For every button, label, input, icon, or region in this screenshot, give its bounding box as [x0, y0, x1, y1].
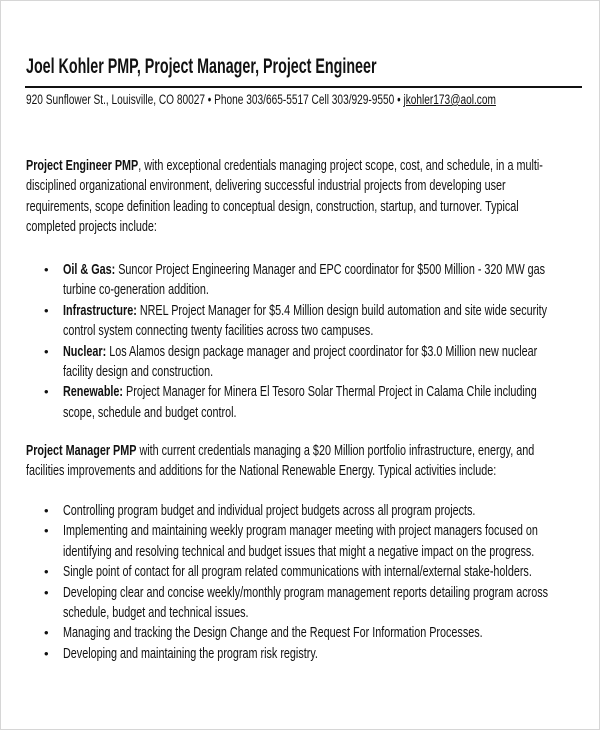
bullet-text: NREL Project Manager for $5.4 Million design build automation and site wide security	[136, 301, 548, 319]
bullet-line	[63, 261, 545, 279]
intro-text: requirements, scope definition leading to conceptual design, construction, startup, and turnover. Typical	[26, 197, 519, 215]
bullet-line	[63, 343, 537, 361]
intro-line	[26, 157, 543, 175]
intro-text: with current credentials managing a $20 Million portfolio infrastructure, energy, and	[136, 442, 535, 459]
bullet-text: Los Alamos design package manager and project coordinator for $3.0 Million new nuclear	[106, 342, 538, 360]
intro-text: completed projects include:	[26, 218, 157, 236]
contact-info: 920 Sunflower St., Louisville, CO 80027 • Phone 303/665-5517 Cell 303/929-9550 •	[26, 92, 404, 107]
header-divider	[25, 86, 582, 88]
intro-heading: Project Engineer PMP	[26, 157, 139, 174]
email-link[interactable]: jkohler173@aol.com	[403, 92, 496, 107]
bullet-line	[63, 624, 483, 642]
bullet-line	[63, 281, 209, 299]
bullet-icon: •	[44, 384, 49, 400]
resume-title: Joel Kohler PMP, Project Manager, Project Engineer	[26, 55, 377, 78]
bullet-line	[63, 322, 373, 340]
bullet-text: Single point of contact for all program related communications with internal/external stake-holders.	[63, 563, 532, 581]
intro-line	[26, 442, 534, 460]
bullet-text: Controlling program budget and individual project budgets across all program projects.	[63, 502, 476, 519]
bullet-line	[63, 543, 534, 561]
intro-heading: Project Manager PMP	[26, 442, 137, 459]
bullet-text: scope, schedule and budget control.	[63, 403, 237, 421]
bullet-text: Implementing and maintaining weekly program manager meeting with project managers focused on	[63, 522, 538, 540]
bullet-text: Developing clear and concise weekly/monthly program management reports detailing program across	[63, 583, 549, 601]
intro-line	[26, 198, 519, 216]
bullet-line	[63, 584, 548, 602]
bullet-text: Suncor Project Engineering Manager and EPC coordinator for $500 Million - 320 MW gas	[115, 261, 546, 278]
bullet-icon: •	[44, 343, 49, 359]
bullet-line	[63, 363, 213, 381]
bullet-text: schedule, budget and technical issues.	[63, 604, 249, 621]
bullet-text: control system connecting twenty facilities across two campuses.	[63, 322, 374, 340]
bullet-icon: •	[44, 625, 49, 641]
bullet-text: turbine co-generation addition.	[63, 281, 209, 299]
bullet-text: facility design and construction.	[63, 363, 214, 380]
intro-text: facilities improvements and additions for the National Renewable Energy. Typical activities include:	[26, 462, 497, 480]
bullet-icon: •	[44, 503, 49, 518]
bullet-text: Developing and maintaining the program risk registry.	[63, 644, 318, 662]
bullet-icon: •	[44, 584, 49, 600]
intro-line	[26, 462, 496, 480]
bullet-icon: •	[44, 262, 49, 277]
bullet-icon: •	[44, 564, 49, 580]
bullet-line	[63, 645, 318, 663]
bullet-icon: •	[44, 523, 49, 539]
bullet-text: identifying and resolving technical and budget issues that might a negative impact on the progress.	[63, 542, 535, 560]
bullet-line	[63, 522, 538, 540]
bullet-label: Nuclear:	[63, 342, 107, 360]
bullet-label: Infrastructure:	[63, 301, 137, 319]
bullet-line	[63, 604, 249, 622]
bullet-line	[63, 383, 537, 401]
intro-line	[26, 177, 506, 195]
intro-line	[26, 218, 157, 236]
contact-line	[26, 92, 496, 107]
bullet-label: Oil & Gas:	[63, 261, 116, 278]
bullet-line	[63, 563, 532, 581]
bullet-icon: •	[44, 302, 49, 318]
intro-text: , with exceptional credentials managing project scope, cost, and schedule, in a multi-	[138, 157, 543, 174]
bullet-line	[63, 404, 237, 422]
bullet-text: Managing and tracking the Design Change and the Request For Information Processes.	[63, 624, 483, 642]
intro-text: disciplined organizational environment, delivering successful industrial projects from developing user	[26, 177, 506, 195]
bullet-line	[63, 502, 475, 520]
bullet-label: Renewable:	[63, 383, 124, 401]
bullet-text: Project Manager for Minera El Tesoro Solar Thermal Project in Calama Chile including	[123, 383, 537, 401]
bullet-icon: •	[44, 645, 49, 661]
bullet-line	[63, 302, 547, 320]
